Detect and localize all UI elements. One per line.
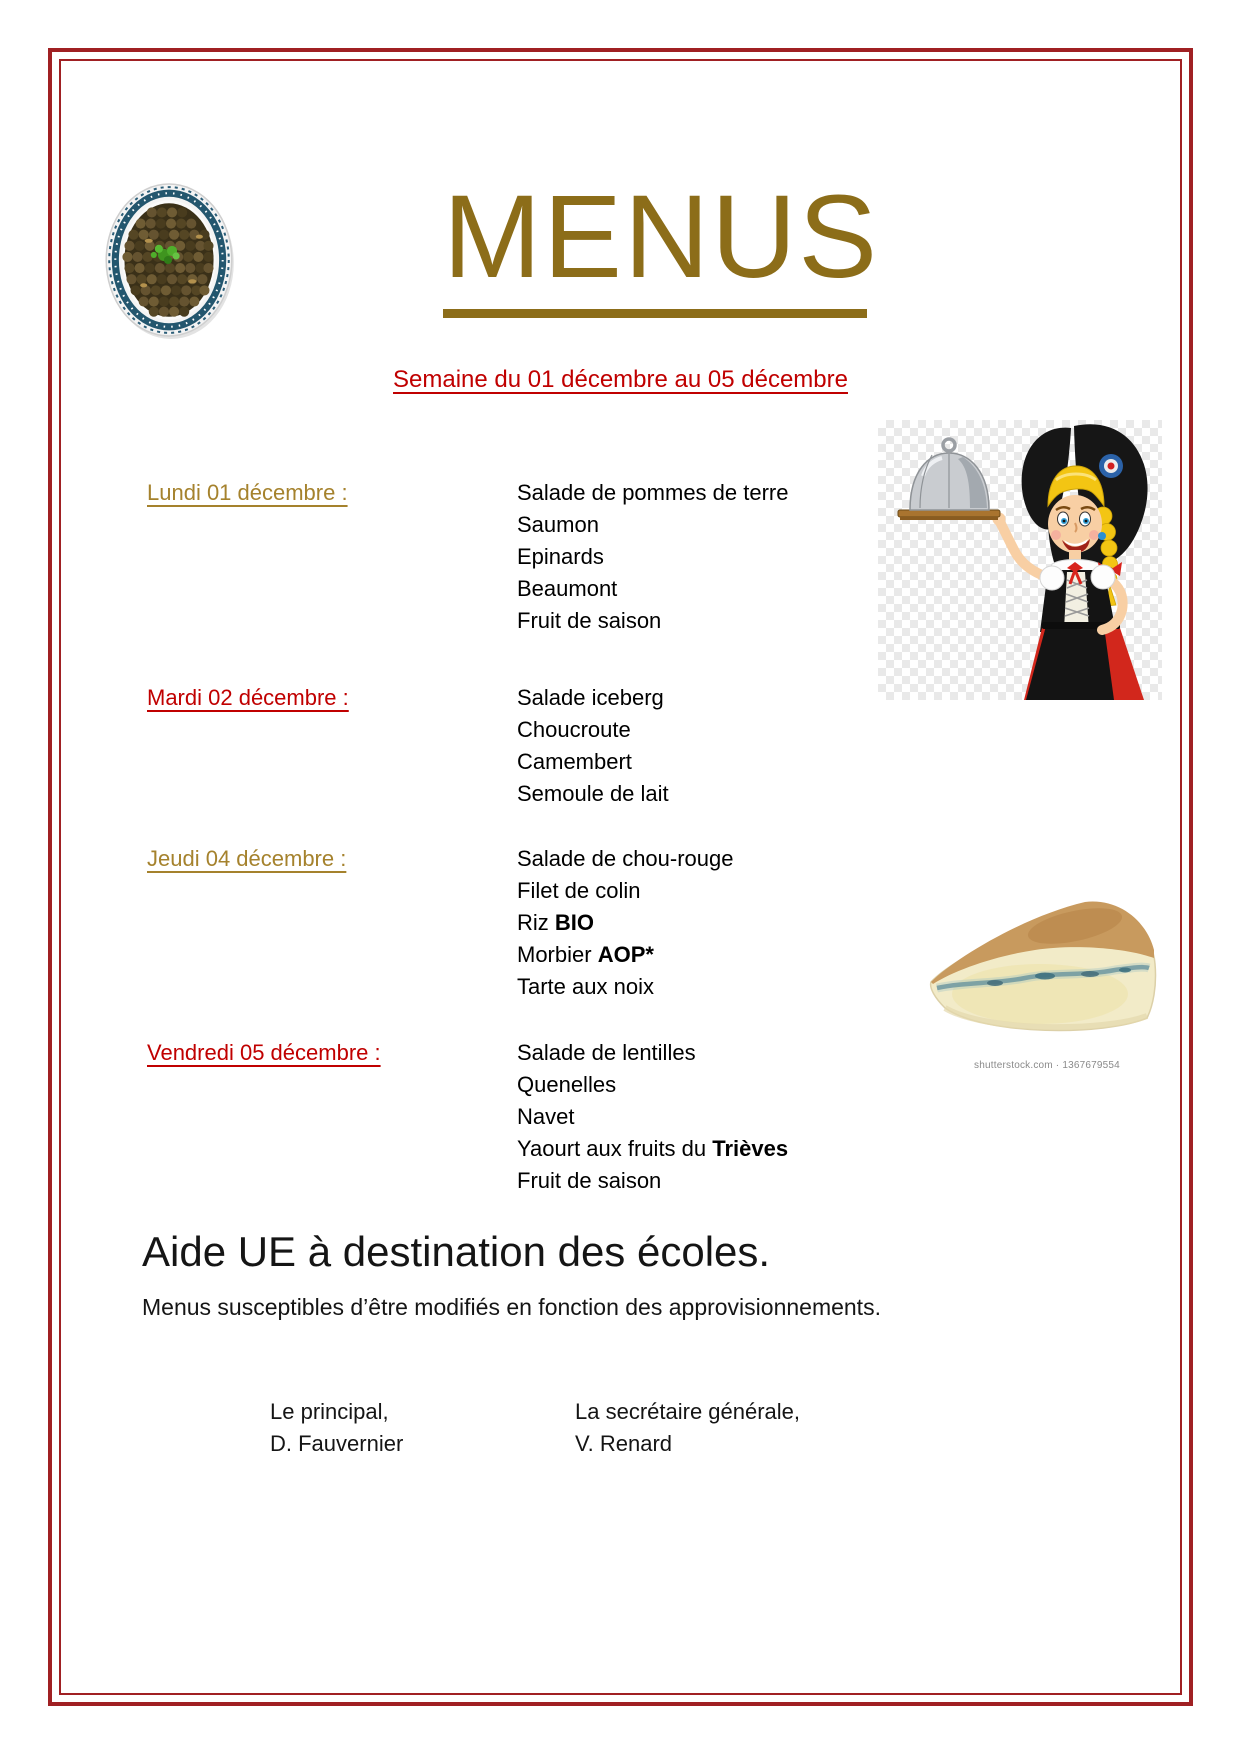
menu-disclaimer: Menus susceptibles d’être modifiés en fonction des approvisionnements.: [142, 1294, 881, 1320]
lentil-plate-illustration: [103, 180, 235, 340]
menu-item: Tarte aux noix: [517, 974, 654, 999]
signature-principal: [270, 1396, 403, 1460]
signature-name: V. Renard: [575, 1431, 673, 1456]
menu-item: Salade de lentilles: [517, 1040, 696, 1065]
menu-item: Salade iceberg: [517, 685, 664, 710]
signature-name: D. Fauvernier: [270, 1431, 404, 1456]
menu-item: Camembert: [517, 749, 632, 774]
signature-role: La secrétaire générale,: [575, 1399, 801, 1424]
menu-item: Riz BIO: [517, 910, 595, 935]
alsatian-girl-image: [878, 420, 1162, 700]
day-label: Jeudi 04 décembre :: [147, 846, 347, 871]
menu-item: Salade de pommes de terre: [517, 480, 789, 505]
day-label: Mardi 02 décembre :: [147, 685, 349, 710]
menu-item: Saumon: [517, 512, 599, 537]
menu-item: Fruit de saison: [517, 1168, 662, 1193]
menu-item: Epinards: [517, 544, 604, 569]
menu-item: Fruit de saison: [517, 608, 662, 633]
signature-secretary: [575, 1396, 800, 1460]
menu-item: Yaourt aux fruits du Trièves: [517, 1136, 789, 1161]
menu-item: Filet de colin: [517, 878, 641, 903]
morbier-cheese-illustration: [925, 886, 1169, 1056]
morbier-cheese-image: [925, 886, 1169, 1056]
page-title: MENUS: [443, 171, 880, 303]
menu-item: Navet: [517, 1104, 575, 1129]
skirt-and-apron: [1024, 622, 1144, 700]
signature-role: Le principal,: [270, 1399, 389, 1424]
aid-heading: Aide UE à destination des écoles.: [142, 1228, 771, 1275]
cheese-credit-text: shutterstock.com · 1367679554: [974, 1060, 1120, 1071]
serving-tray-and-cloche: [898, 439, 1000, 520]
title-underline: [443, 309, 867, 318]
lentil-plate-image: [103, 180, 235, 340]
menu-item: Semoule de lait: [517, 781, 669, 806]
menu-item: Beaumont: [517, 576, 618, 601]
menu-item: Choucroute: [517, 717, 631, 742]
alsatian-girl-illustration: [878, 420, 1162, 700]
day-label: Lundi 01 décembre :: [147, 480, 348, 505]
menu-item: Quenelles: [517, 1072, 617, 1097]
day-label: Vendredi 05 décembre :: [147, 1040, 381, 1065]
menu-item: Morbier AOP*: [517, 942, 654, 967]
menu-item: Salade de chou-rouge: [517, 846, 734, 871]
week-subtitle-text: Semaine du 01 décembre au 05 décembre: [393, 366, 848, 393]
week-subtitle: [0, 366, 1241, 394]
